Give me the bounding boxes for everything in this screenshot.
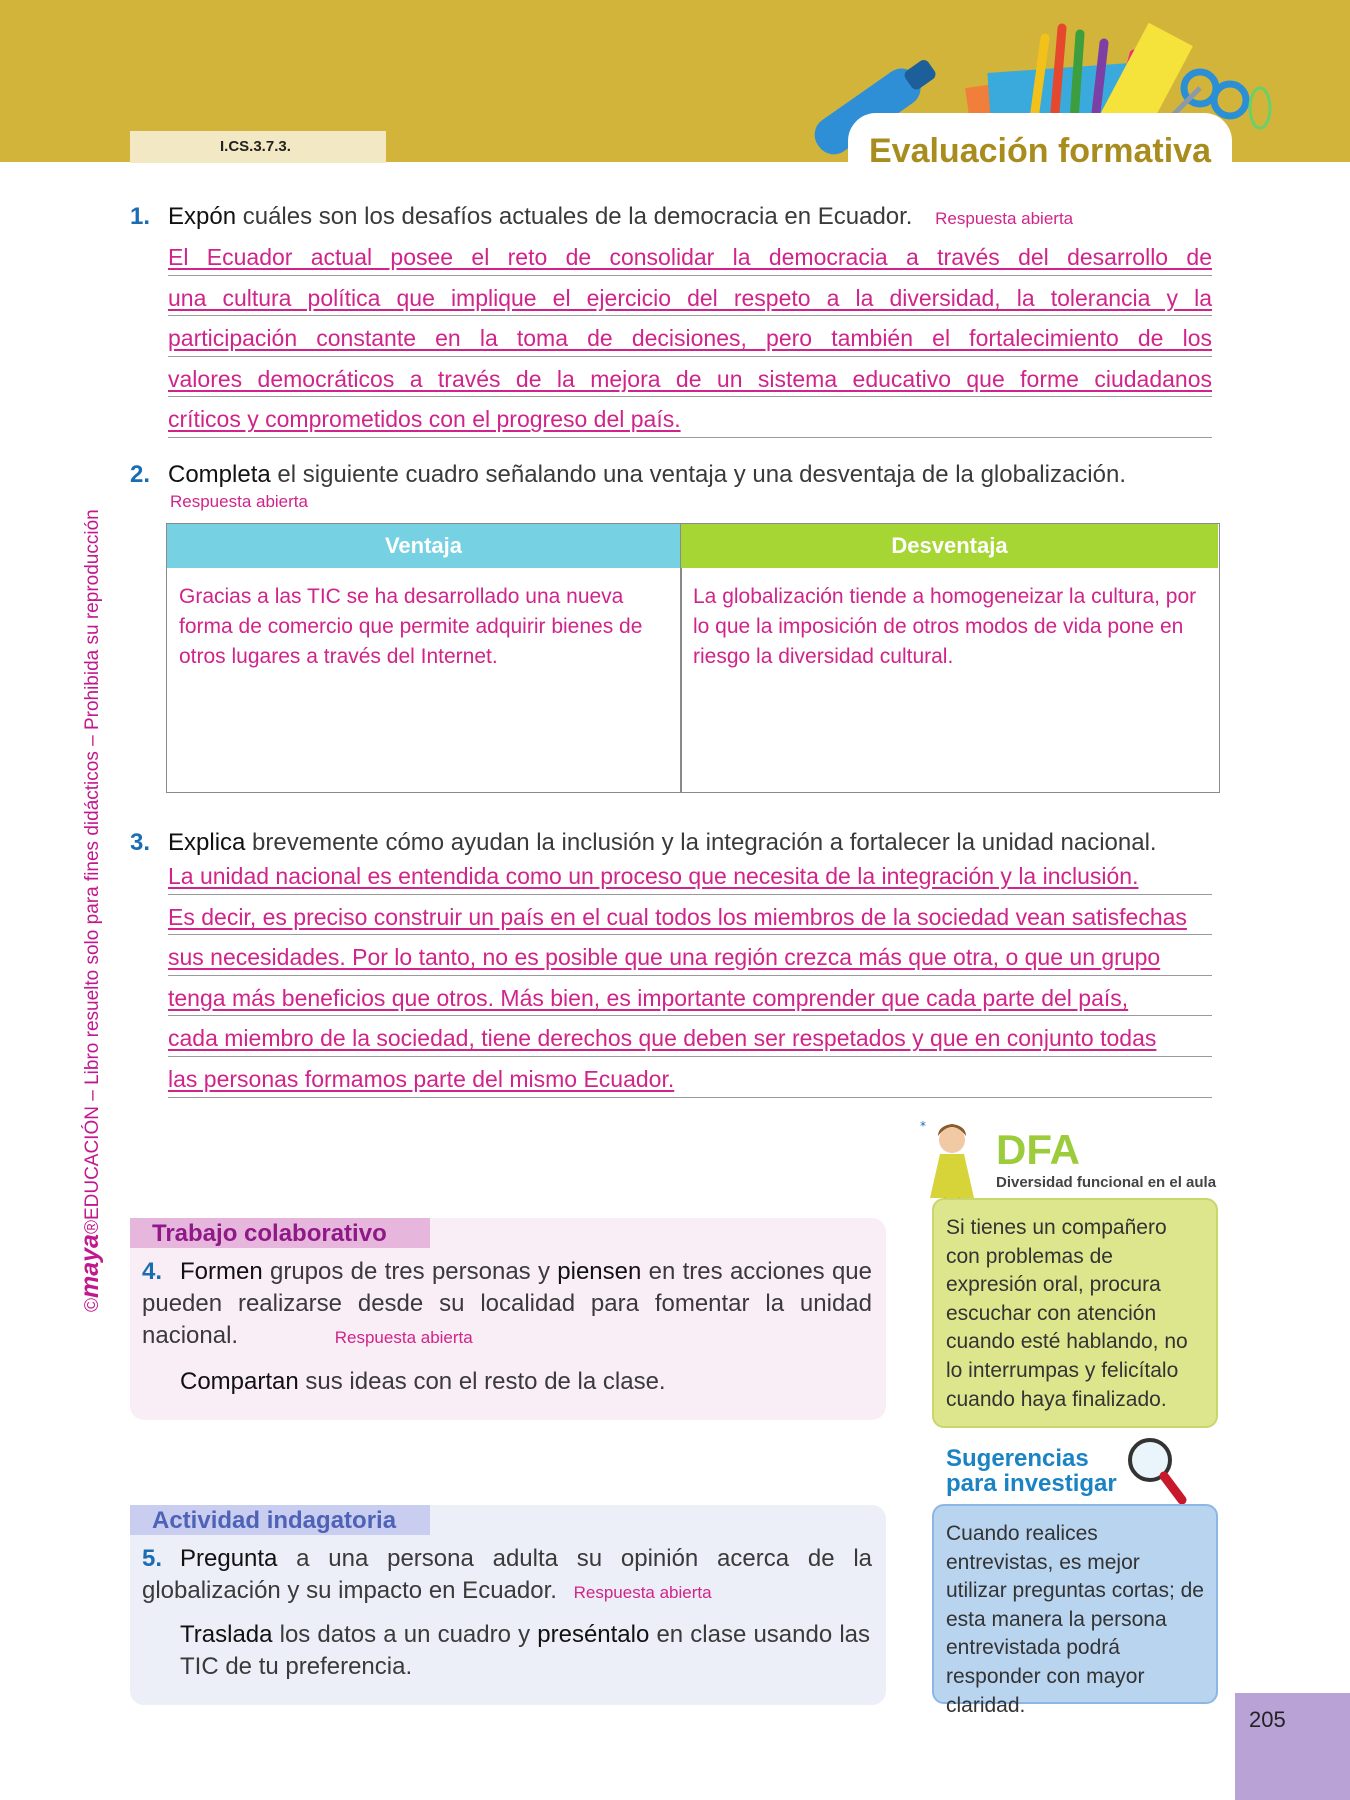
answer-line: Es decir, es preciso construir un país en el cual todos los miembros de la sociedad vean satisfechas (168, 895, 1212, 936)
question-verb: Completa (168, 461, 271, 488)
answer-3 (168, 854, 1212, 1098)
suggestions-title-line: para investigar (946, 1470, 1117, 1497)
question-number: 2. (130, 461, 151, 488)
question-text: el siguiente cuadro señalando una ventaja y una desventaja de la globalización. (270, 461, 1126, 488)
question-verb: Expón (168, 203, 237, 230)
dfa-box: Si tienes un compañero con problemas de expresión oral, procura escuchar con atención cuando esté hablando, no lo interrumpas y felicítalo cuando haya finalizado. (932, 1198, 1218, 1428)
dfa-subtitle: Diversidad funcional en el aula (996, 1174, 1217, 1191)
page-number: 205 (1235, 1693, 1350, 1800)
collab-title: Trabajo colaborativo (130, 1218, 430, 1248)
question-verb: preséntalo (537, 1621, 650, 1648)
section-title: Evaluación formativa (848, 113, 1232, 175)
open-answer-note: Respuesta abierta (334, 1328, 473, 1347)
answer-line: La unidad nacional es entendida como un proceso que necesita de la integración y la inclusión. (168, 854, 1212, 895)
question-verb: piensen (557, 1258, 642, 1285)
question-text: en clase usando las TIC de tu preferencia. (180, 1621, 871, 1680)
suggestions-title-line: Sugerencias (946, 1445, 1089, 1472)
desventaja-column (681, 524, 1218, 792)
answer-line: cada miembro de la sociedad, tiene derechos que deben ser respetados y que en conjunto todas (168, 1016, 1212, 1057)
question-verb: Formen (180, 1258, 263, 1285)
question-2 (130, 459, 1126, 491)
brand-logo: maya (76, 1234, 104, 1298)
desventaja-header: Desventaja (681, 524, 1218, 568)
question-5-present (180, 1619, 870, 1683)
question-text: en tres acciones que pueden realizarse desde su localidad para fomentar la unidad nacional. (142, 1258, 873, 1349)
answer-line: sus necesidades. Por lo tanto, no es posible que una región crezca más que otra, o que un grupo (168, 935, 1212, 976)
suggestions-box: Cuando realices entrevistas, es mejor utilizar preguntas cortas; de esta manera la persona entrevistada podrá responder con mayor claridad. (932, 1504, 1218, 1704)
open-answer-note: Respuesta abierta (170, 492, 308, 511)
answer-line: valores democráticos a través de la mejora de un sistema educativo que forme ciudadanos (168, 357, 1212, 398)
copyright-symbol: © (82, 1298, 103, 1312)
question-1 (130, 201, 1073, 235)
ventaja-cell: Gracias a las TIC se ha desarrollado una nueva forma de comercio que permite adquirir bienes de otros lugares a través del Internet. (179, 585, 643, 668)
desventaja-cell: La globalización tiende a homogeneizar la cultura, por lo que la imposición de otros modos de vida pone en riesgo la diversidad cultural. (693, 585, 1197, 668)
ventaja-header: Ventaja (167, 524, 680, 568)
question-number: 4. (142, 1258, 163, 1285)
question-text: brevemente cómo ayudan la inclusión y la integración a fortalecer la unidad nacional. (245, 829, 1157, 856)
answer-line: El Ecuador actual posee el reto de consolidar la democracia a través del desarrollo de (168, 235, 1212, 276)
answer-line: críticos y comprometidos con el progreso del país. (168, 397, 1212, 438)
question-verb: Pregunta (180, 1545, 278, 1572)
question-text: a una persona adulta su opinión acerca de la globalización y su impacto en Ecuador. (142, 1545, 872, 1604)
answer-1 (168, 235, 1212, 438)
question-number: 3. (130, 829, 151, 856)
question-text: grupos de tres personas y (262, 1258, 558, 1285)
question-4-share (180, 1366, 870, 1398)
inquiry-title: Actividad indagatoria (130, 1505, 430, 1535)
ventaja-column (167, 524, 680, 792)
inquiry-box (130, 1505, 886, 1705)
question-text: sus ideas con el resto de la clase. (298, 1368, 666, 1395)
question-text: cuáles son los desafíos actuales de la democracia en Ecuador. (236, 203, 913, 230)
globalization-table (166, 523, 1220, 793)
copyright-text: EDUCACIÓN – Libro resuelto solo para fines didácticos – Prohibida su reproducción (82, 509, 103, 1221)
registered-mark: ® (82, 1220, 103, 1235)
question-5 (142, 1543, 872, 1609)
dfa-title: DFA (996, 1126, 1080, 1173)
question-verb: Traslada (180, 1621, 273, 1648)
girl-illustration (918, 1118, 988, 1208)
svg-text:*: * (920, 1119, 926, 1133)
question-number: 1. (130, 203, 151, 230)
question-verb: Explica (168, 829, 246, 856)
answer-line: participación constante en la toma de decisiones, pero también el fortalecimiento de los (168, 316, 1212, 357)
suggestions-title (946, 1446, 1117, 1496)
answer-line: las personas formamos parte del mismo Ecuador. (168, 1057, 1212, 1098)
curriculum-code: I.CS.3.7.3. (130, 131, 386, 163)
open-answer-note: Respuesta abierta (935, 209, 1074, 228)
answer-line: una cultura política que implique el ejercicio del respeto a la diversidad, la tolerancia y la (168, 276, 1212, 317)
question-text: los datos a un cuadro y (272, 1621, 538, 1648)
collab-box (130, 1218, 886, 1420)
answer-line: tenga más beneficios que otros. Más bien, es importante comprender que cada parte del país, (168, 976, 1212, 1017)
question-number: 5. (142, 1545, 163, 1572)
magnifier-icon (1122, 1432, 1192, 1507)
question-4 (142, 1256, 872, 1354)
copyright-notice (68, 452, 112, 1312)
open-answer-note: Respuesta abierta (573, 1583, 712, 1602)
question-verb: Compartan (180, 1368, 299, 1395)
